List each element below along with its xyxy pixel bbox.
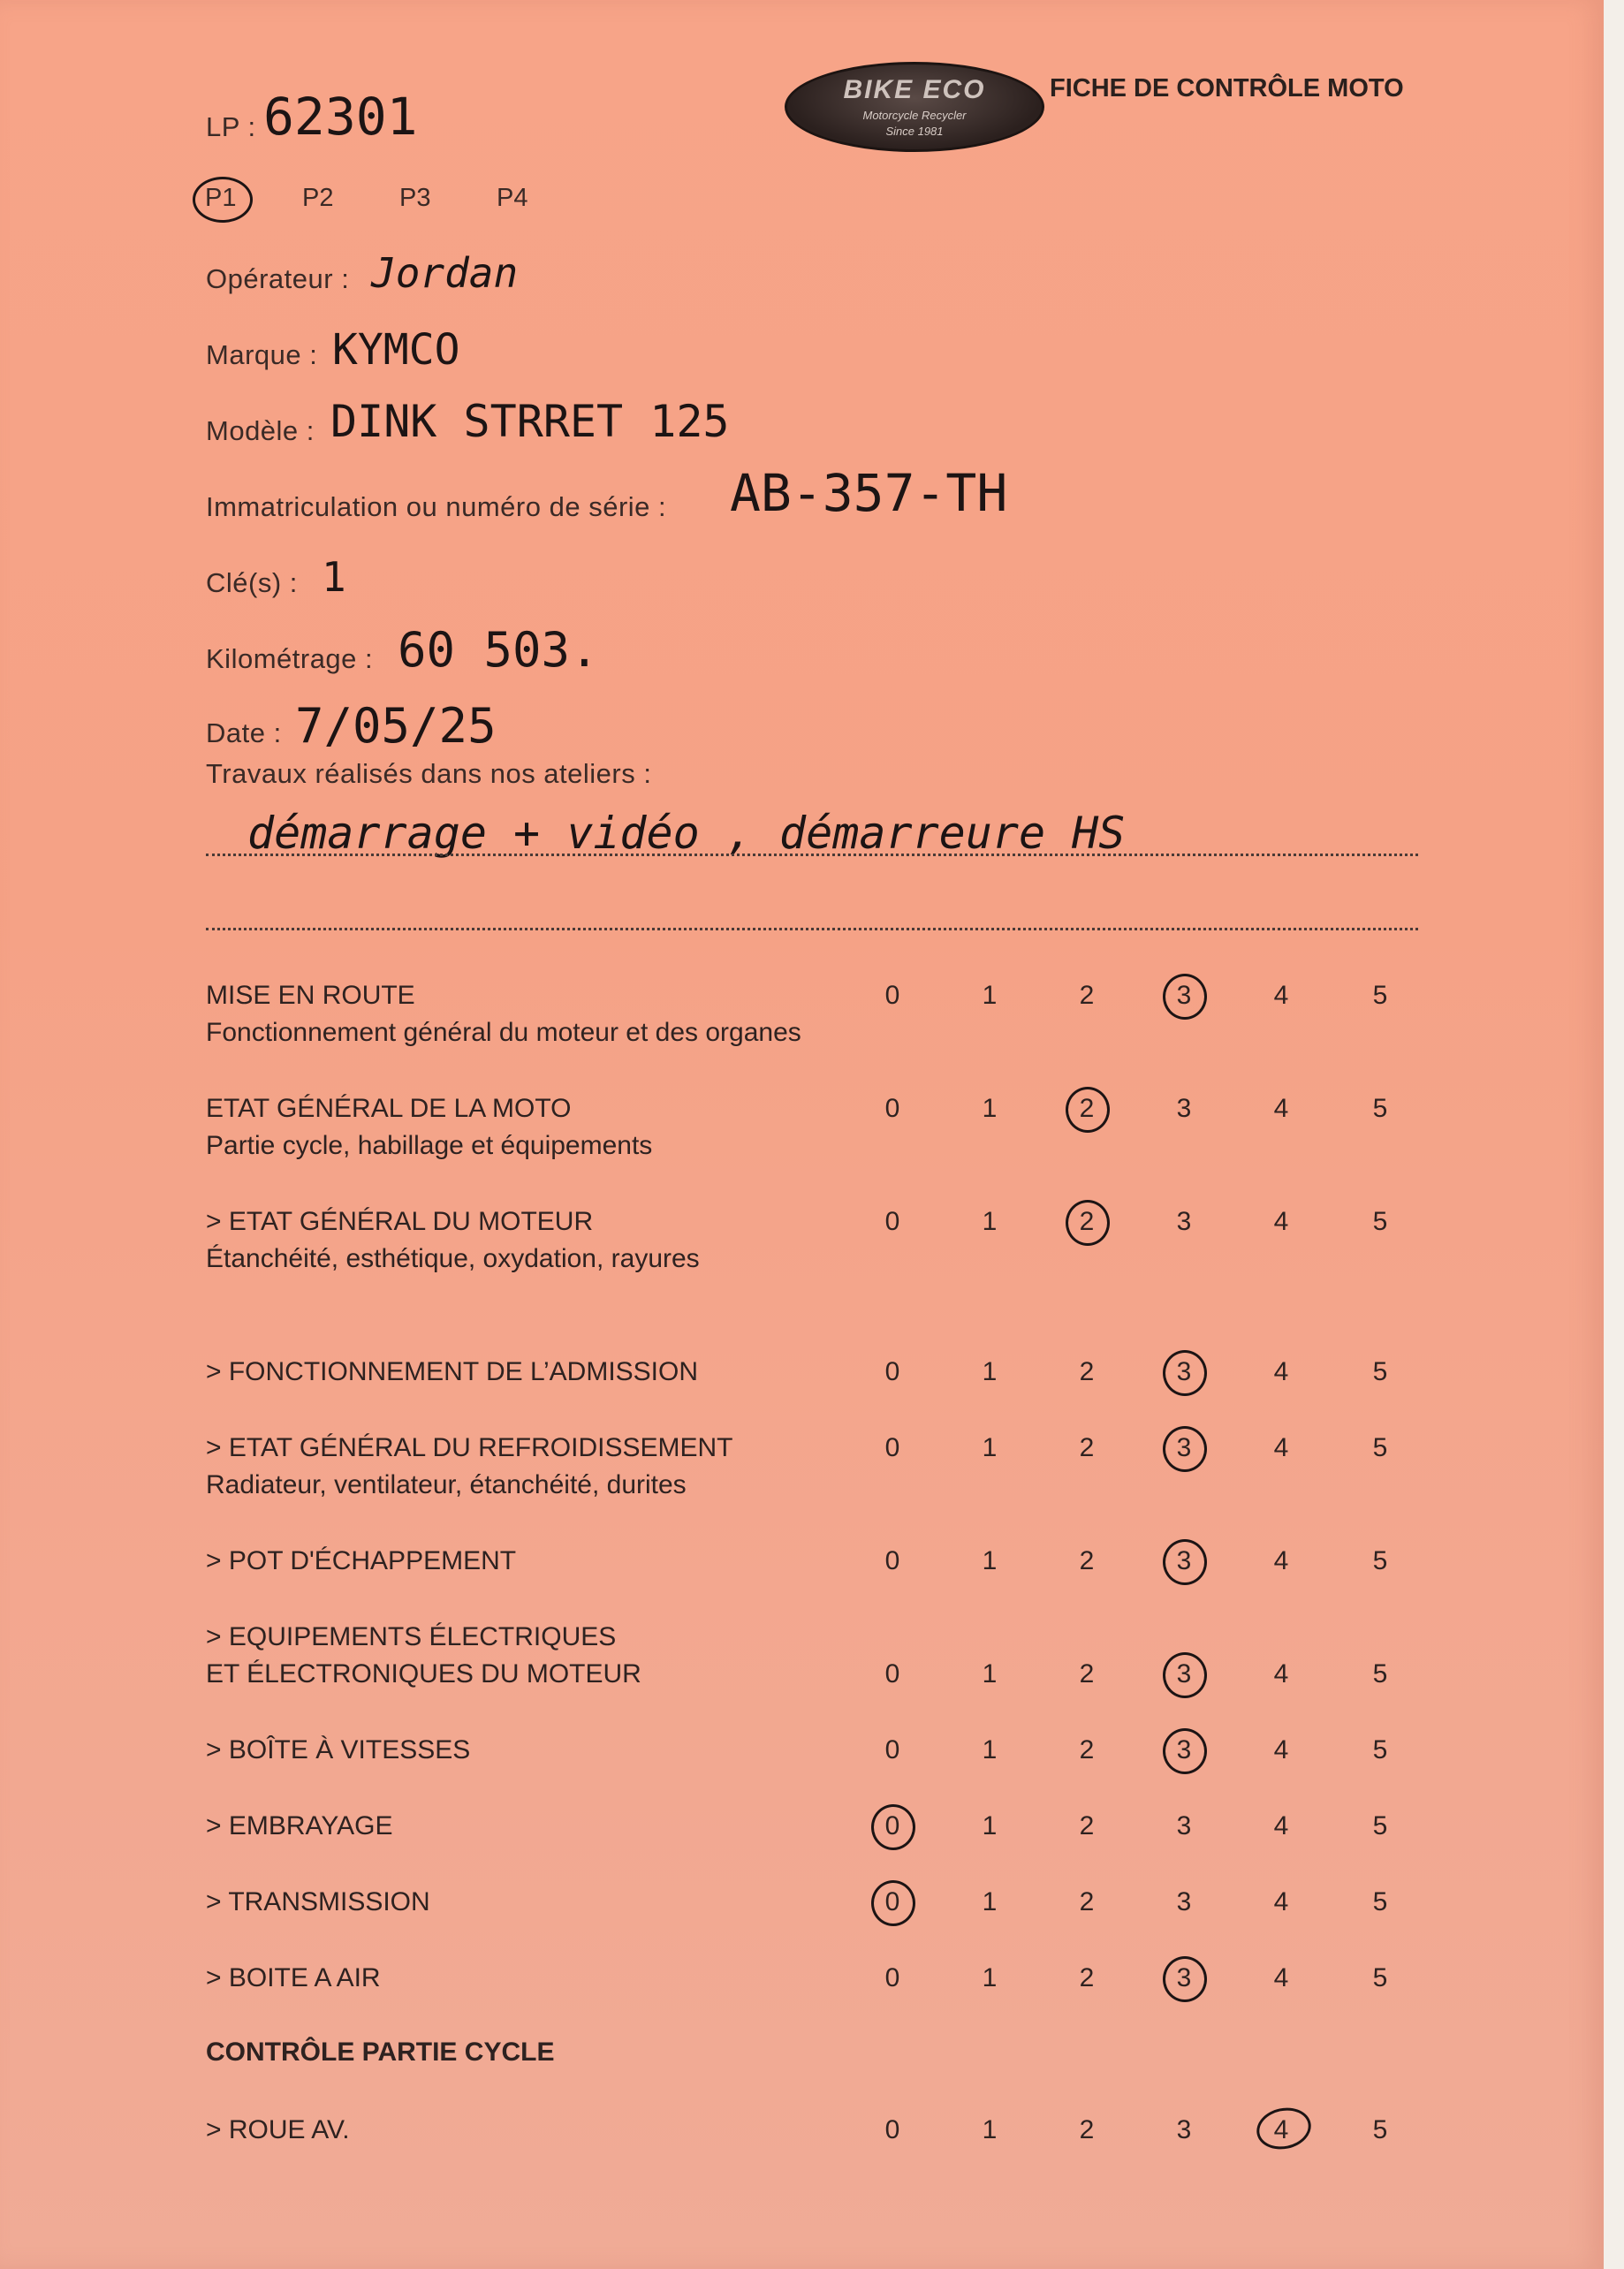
- row-title: MISE EN ROUTE: [206, 981, 415, 1010]
- score-option[interactable]: 5: [1372, 1887, 1388, 1916]
- score-option[interactable]: 4: [1273, 1433, 1289, 1462]
- p1-selected-circle: [193, 177, 253, 223]
- score-option[interactable]: 4: [1273, 1659, 1289, 1688]
- score-option[interactable]: 1: [982, 1433, 998, 1462]
- score-selected-circle: [1163, 1956, 1207, 2002]
- row-subtitle: Fonctionnement général du moteur et des organes: [206, 1018, 801, 1047]
- score-option[interactable]: 0: [884, 1546, 900, 1575]
- score-option[interactable]: 3: [1176, 1094, 1192, 1123]
- p-option-2[interactable]: P2: [302, 184, 334, 212]
- score-option[interactable]: 5: [1372, 1546, 1388, 1575]
- score-option[interactable]: 5: [1372, 1735, 1388, 1764]
- score-option[interactable]: 4: [1273, 1887, 1289, 1916]
- bike-eco-logo: [785, 62, 1044, 152]
- score-option[interactable]: 4: [1273, 1207, 1289, 1236]
- score-option[interactable]: 2: [1079, 1207, 1095, 1236]
- score-selected-circle: [1163, 1652, 1207, 1698]
- score-option[interactable]: 5: [1372, 1659, 1388, 1688]
- score-option[interactable]: 5: [1372, 2115, 1388, 2144]
- row-title: > ETAT GÉNÉRAL DU REFROIDISSEMENT: [206, 1433, 733, 1462]
- marque-label: Marque :: [206, 339, 318, 370]
- score-option[interactable]: 2: [1079, 1963, 1095, 1992]
- score-option[interactable]: 5: [1372, 1963, 1388, 1992]
- logo-since: Since 1981: [885, 125, 944, 138]
- score-selected-circle: [1066, 1087, 1110, 1133]
- score-option[interactable]: 2: [1079, 1357, 1095, 1386]
- score-option[interactable]: 4: [1273, 1546, 1289, 1575]
- row-title: > EMBRAYAGE: [206, 1811, 393, 1840]
- logo-brand: BIKE ECO: [843, 75, 986, 104]
- score-option[interactable]: 1: [982, 1207, 998, 1236]
- score-option[interactable]: 0: [884, 1659, 900, 1688]
- date-value: 7/05/25: [295, 698, 497, 754]
- score-selected-circle: [1163, 1426, 1207, 1472]
- form-title: FICHE DE CONTRÔLE MOTO: [1050, 74, 1404, 102]
- section-cycle-title: CONTRÔLE PARTIE CYCLE: [206, 2038, 555, 2067]
- score-option[interactable]: 3: [1176, 1735, 1192, 1764]
- modele-value: DINK STRRET 125: [330, 396, 730, 447]
- score-option[interactable]: 2: [1079, 1546, 1095, 1575]
- operateur-value: Jordan: [371, 249, 519, 297]
- score-option[interactable]: 4: [1273, 1963, 1289, 1992]
- score-option[interactable]: 2: [1079, 1094, 1095, 1123]
- row-title: ETAT GÉNÉRAL DE LA MOTO: [206, 1094, 572, 1123]
- row-subtitle: Radiateur, ventilateur, étanchéité, durites: [206, 1470, 687, 1499]
- score-option[interactable]: 3: [1176, 1433, 1192, 1462]
- score-option[interactable]: 4: [1273, 1357, 1289, 1386]
- travaux-label: Travaux réalisés dans nos ateliers :: [206, 758, 652, 789]
- score-selected-circle: [871, 1880, 915, 1926]
- score-option[interactable]: 3: [1176, 1887, 1192, 1916]
- lp-label: LP :: [206, 111, 256, 142]
- score-option[interactable]: 0: [884, 1207, 900, 1236]
- row-title: > TRANSMISSION: [206, 1887, 430, 1916]
- travaux-line-2: [206, 928, 1418, 930]
- score-option[interactable]: 2: [1079, 1433, 1095, 1462]
- operateur-label: Opérateur :: [206, 263, 350, 294]
- travaux-line-1: [206, 854, 1418, 856]
- score-option[interactable]: 1: [982, 1094, 998, 1123]
- score-option[interactable]: 2: [1079, 1659, 1095, 1688]
- score-option[interactable]: 3: [1176, 1357, 1192, 1386]
- date-label: Date :: [206, 717, 282, 748]
- score-option[interactable]: 0: [884, 981, 900, 1010]
- row-title: > ETAT GÉNÉRAL DU MOTEUR: [206, 1207, 594, 1236]
- score-option[interactable]: 4: [1273, 2115, 1289, 2144]
- row-title: > POT D'ÉCHAPPEMENT: [206, 1546, 517, 1575]
- row-title: > BOITE A AIR: [206, 1963, 381, 1992]
- score-option[interactable]: 4: [1273, 981, 1289, 1010]
- score-option[interactable]: 2: [1079, 2115, 1095, 2144]
- score-option[interactable]: 1: [982, 1811, 998, 1840]
- score-selected-circle: [1163, 1539, 1207, 1585]
- score-selected-circle: [1066, 1200, 1110, 1246]
- score-option[interactable]: 0: [884, 1963, 900, 1992]
- score-option[interactable]: 3: [1176, 1546, 1192, 1575]
- modele-label: Modèle :: [206, 415, 315, 446]
- score-option[interactable]: 1: [982, 2115, 998, 2144]
- score-selected-circle: [1163, 1350, 1207, 1396]
- score-option[interactable]: 5: [1372, 1433, 1388, 1462]
- marque-value: KYMCO: [332, 325, 460, 375]
- cles-value: 1: [322, 553, 346, 601]
- score-selected-circle: [871, 1804, 915, 1850]
- score-selected-circle: [1163, 974, 1207, 1020]
- score-option[interactable]: 3: [1176, 1207, 1192, 1236]
- kilometrage-label: Kilométrage :: [206, 643, 374, 674]
- score-option[interactable]: 5: [1372, 1207, 1388, 1236]
- score-option[interactable]: 0: [884, 1357, 900, 1386]
- score-option[interactable]: 0: [884, 1887, 900, 1916]
- score-option[interactable]: 4: [1273, 1094, 1289, 1123]
- row-subtitle: Étanchéité, esthétique, oxydation, rayures: [206, 1244, 700, 1273]
- row-subtitle: Partie cycle, habillage et équipements: [206, 1131, 653, 1160]
- score-option[interactable]: 3: [1176, 1811, 1192, 1840]
- score-option[interactable]: 1: [982, 1887, 998, 1916]
- score-option[interactable]: 2: [1079, 1887, 1095, 1916]
- score-option[interactable]: 2: [1079, 1735, 1095, 1764]
- lp-value: 62301: [263, 87, 418, 147]
- travaux-value: démarrage + vidéo , démarreure HS: [247, 808, 1126, 859]
- row-title: > BOÎTE À VITESSES: [206, 1735, 471, 1764]
- score-option[interactable]: 0: [884, 1433, 900, 1462]
- score-option[interactable]: 2: [1079, 981, 1095, 1010]
- score-option[interactable]: 3: [1176, 1963, 1192, 1992]
- score-option[interactable]: 1: [982, 1357, 998, 1386]
- score-option[interactable]: 1: [982, 1546, 998, 1575]
- score-option[interactable]: 3: [1176, 981, 1192, 1010]
- cles-label: Clé(s) :: [206, 567, 298, 598]
- score-option[interactable]: 5: [1372, 1357, 1388, 1386]
- score-option[interactable]: 0: [884, 1811, 900, 1840]
- score-selected-circle: [1163, 1728, 1207, 1774]
- score-option[interactable]: 3: [1176, 1659, 1192, 1688]
- score-option[interactable]: 1: [982, 1659, 998, 1688]
- score-option[interactable]: 3: [1176, 2115, 1192, 2144]
- score-option[interactable]: 0: [884, 1735, 900, 1764]
- logo-tagline: Motorcycle Recycler: [862, 109, 967, 122]
- score-option[interactable]: 0: [884, 1094, 900, 1123]
- kilometrage-value: 60 503.: [398, 622, 599, 678]
- score-option[interactable]: 1: [982, 981, 998, 1010]
- score-option[interactable]: 2: [1079, 1811, 1095, 1840]
- immatriculation-label: Immatriculation ou numéro de série :: [206, 491, 667, 522]
- row-title: > EQUIPEMENTS ÉLECTRIQUES: [206, 1622, 617, 1651]
- p-option-4[interactable]: P4: [497, 184, 528, 212]
- score-option[interactable]: 0: [884, 2115, 900, 2144]
- row-subtitle: ET ÉLECTRONIQUES DU MOTEUR: [206, 1659, 641, 1688]
- score-option[interactable]: 4: [1273, 1811, 1289, 1840]
- score-selected-circle: [1253, 2103, 1315, 2154]
- score-option[interactable]: 4: [1273, 1735, 1289, 1764]
- score-option[interactable]: 5: [1372, 1094, 1388, 1123]
- score-option[interactable]: 1: [982, 1735, 998, 1764]
- score-option[interactable]: 1: [982, 1963, 998, 1992]
- row-title: > FONCTIONNEMENT DE L’ADMISSION: [206, 1357, 699, 1386]
- score-option[interactable]: 5: [1372, 981, 1388, 1010]
- row-title: > ROUE AV.: [206, 2115, 350, 2144]
- score-option[interactable]: 5: [1372, 1811, 1388, 1840]
- p-option-3[interactable]: P3: [399, 184, 431, 212]
- p-option-1[interactable]: P1: [205, 184, 237, 212]
- immatriculation-value: AB-357-TH: [730, 463, 1008, 523]
